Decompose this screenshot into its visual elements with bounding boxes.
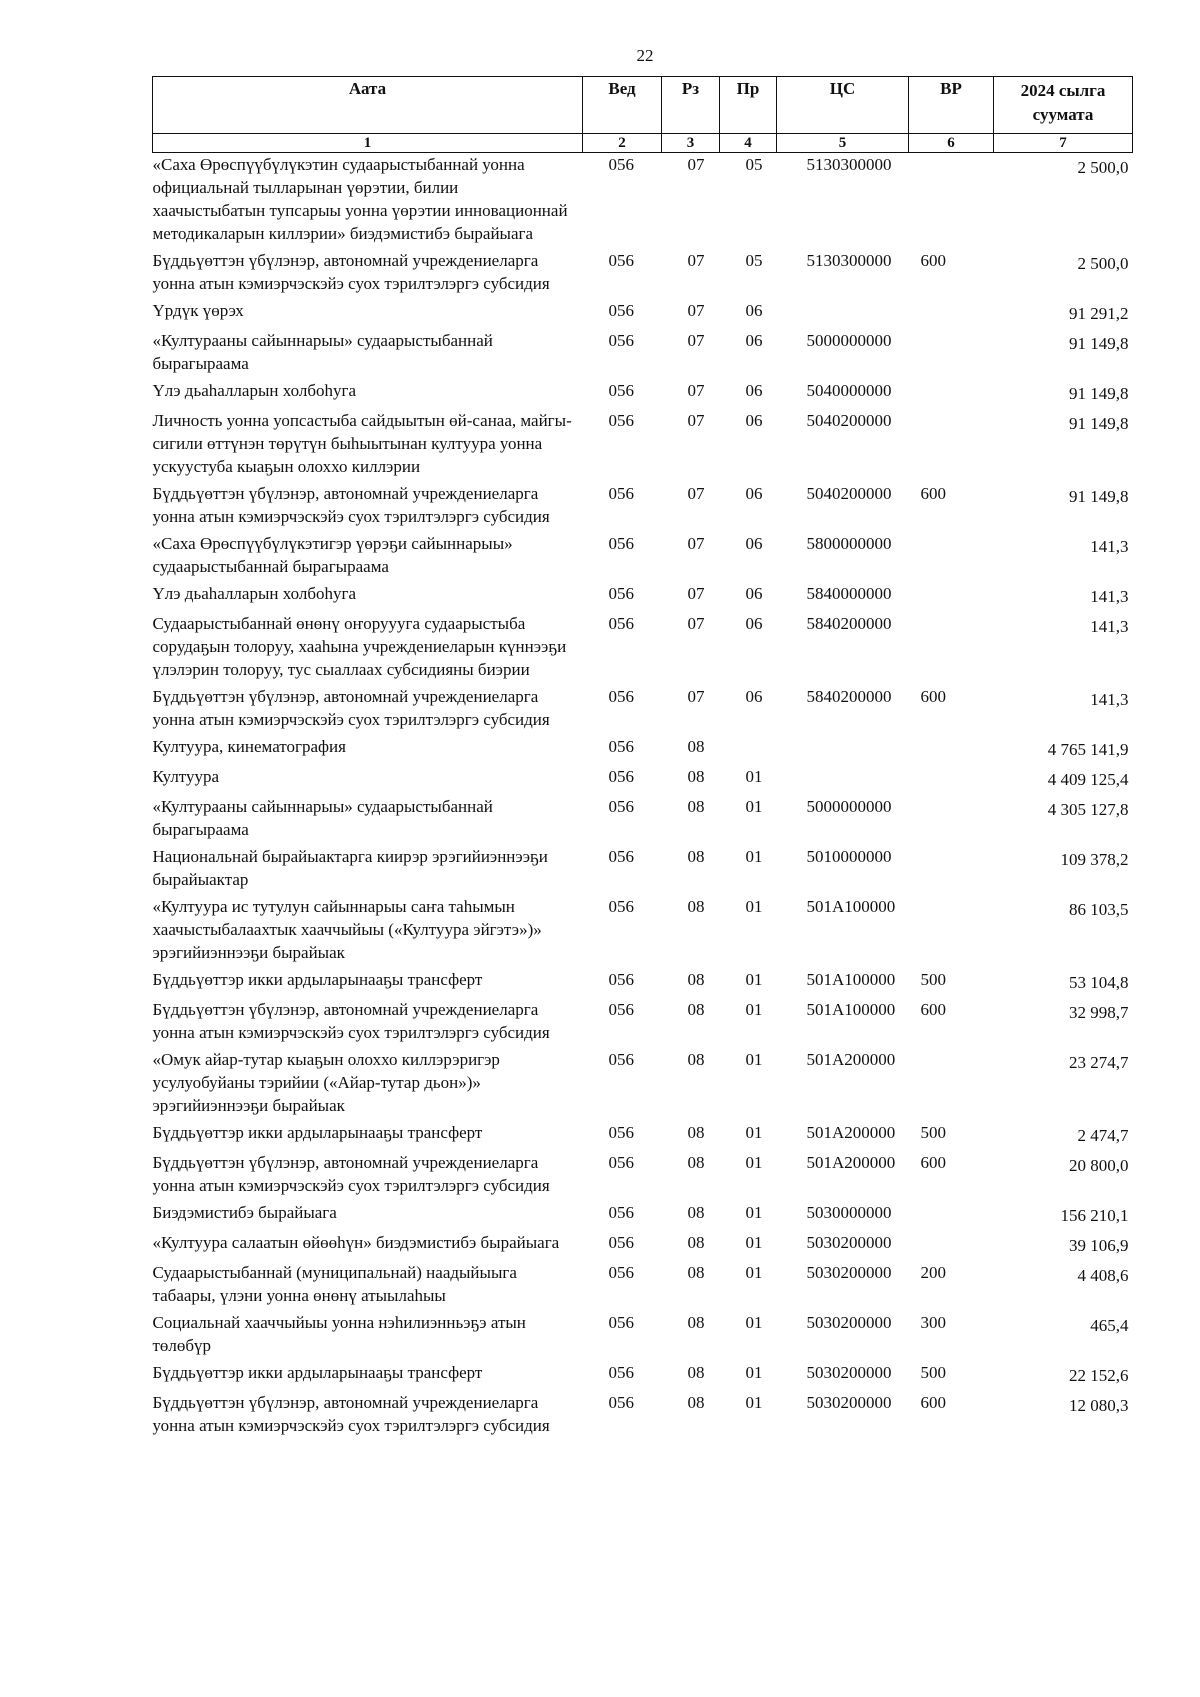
row-rz: 07 (687, 155, 705, 174)
row-sum: 12 080,3 (1069, 1396, 1129, 1415)
row-rz: 08 (687, 897, 705, 916)
row-ved: 056 (608, 1363, 634, 1382)
row-cs: 501А200000 (806, 1123, 896, 1142)
table-row (153, 153, 1133, 250)
row-ved: 056 (608, 797, 634, 816)
row-rz: 07 (687, 614, 705, 633)
row-cs: 5800000000 (806, 534, 892, 553)
row-vr (909, 409, 994, 482)
row-rz: 08 (687, 970, 705, 989)
header-name: Аата (153, 77, 583, 134)
row-pr: 06 (745, 584, 763, 603)
row-sum: 23 274,7 (1069, 1053, 1129, 1072)
row-cs: 501А100000 (806, 897, 896, 916)
row-sum: 20 800,0 (1069, 1156, 1129, 1175)
row-name: Бүддьүөттэн үбүлэнэр, автономнай учреждениеларга уонна атын кэмиэрчэскэйэ суох тэрилтэлэргэ субсидия (152, 484, 550, 526)
row-cs (777, 299, 909, 329)
table-row (153, 685, 1133, 735)
row-vr (909, 153, 994, 250)
row-sum: 2 500,0 (1077, 254, 1129, 273)
column-number: 3 (662, 134, 720, 153)
row-sum: 156 210,1 (1060, 1206, 1129, 1225)
row-pr: 01 (745, 1153, 763, 1172)
row-sum: 2 474,7 (1077, 1126, 1129, 1145)
budget-table (152, 76, 1133, 1441)
row-ved: 056 (608, 970, 634, 989)
row-vr (909, 612, 994, 685)
row-pr: 01 (745, 1233, 763, 1252)
table-row (153, 1121, 1133, 1151)
row-ved: 056 (608, 251, 634, 270)
table-row (153, 299, 1133, 329)
table-row (153, 1311, 1133, 1361)
column-number: 4 (720, 134, 777, 153)
row-vr: 600 (920, 1153, 946, 1172)
row-cs: 5040000000 (806, 381, 892, 400)
column-number: 7 (994, 134, 1133, 153)
row-name: Бүддьүөттэн үбүлэнэр, автономнай учреждениеларга уонна атын кэмиэрчэскэйэ суох тэрилтэлэргэ субсидия (152, 1000, 550, 1042)
row-rz: 07 (687, 331, 705, 350)
row-pr: 01 (745, 1313, 763, 1332)
table-row (153, 329, 1133, 379)
row-pr: 06 (745, 381, 763, 400)
row-rz: 08 (687, 1050, 705, 1069)
row-vr: 600 (920, 251, 946, 270)
table-row (153, 1151, 1133, 1201)
row-sum: 141,3 (1090, 537, 1129, 556)
table-row (153, 1048, 1133, 1121)
table-row (153, 1391, 1133, 1441)
row-cs (777, 735, 909, 765)
row-name: Национальнай бырайыактарга киирэр эрэгийиэннээҕи бырайыактар (152, 847, 548, 889)
row-ved: 056 (608, 614, 634, 633)
row-sum: 91 291,2 (1069, 304, 1129, 323)
row-ved: 056 (608, 847, 634, 866)
row-name: Личность уонна уопсастыба сайдыытын өй-санаа, майгы-сигили өттүнэн төрүтүн быһыытынан култуура уонна ускуустуба кыаҕын олоххо киллэрии (152, 411, 572, 476)
row-name: «Културааны сайыннарыы» судаарыстыбаннай бырагыраама (152, 797, 493, 839)
row-rz: 07 (687, 411, 705, 430)
row-cs: 5010000000 (806, 847, 892, 866)
row-cs: 5030200000 (806, 1233, 892, 1252)
table-row (153, 532, 1133, 582)
row-pr: 01 (745, 1393, 763, 1412)
row-ved: 056 (608, 897, 634, 916)
row-vr: 500 (920, 970, 946, 989)
row-vr: 300 (920, 1313, 946, 1332)
row-sum: 91 149,8 (1069, 487, 1129, 506)
row-name: Бүддьүөттэн үбүлэнэр, автономнай учреждениеларга уонна атын кэмиэрчэскэйэ суох тэрилтэлэргэ субсидия (152, 1153, 550, 1195)
table-body (153, 153, 1133, 1442)
row-cs: 501А200000 (806, 1050, 896, 1069)
table-row (153, 582, 1133, 612)
page-number: 22 (636, 46, 654, 65)
row-ved: 056 (608, 411, 634, 430)
row-sum: 2 500,0 (1077, 158, 1129, 177)
row-sum: 141,3 (1090, 617, 1129, 636)
row-name: Бүддьүөттэн үбүлэнэр, автономнай учреждениеларга уонна атын кэмиэрчэскэйэ суох тэрилтэлэргэ субсидия (152, 251, 550, 293)
row-ved: 056 (608, 1203, 634, 1222)
row-pr: 06 (745, 614, 763, 633)
row-cs: 5130300000 (806, 251, 892, 270)
row-pr: 05 (745, 251, 763, 270)
row-cs: 5030200000 (806, 1393, 892, 1412)
row-cs: 5000000000 (806, 331, 892, 350)
row-sum: 86 103,5 (1069, 900, 1129, 919)
row-rz: 08 (687, 1000, 705, 1019)
row-vr: 500 (920, 1123, 946, 1142)
row-rz: 08 (687, 1393, 705, 1412)
row-pr: 01 (745, 1363, 763, 1382)
table-row (153, 1201, 1133, 1231)
header-sum: 2024 сылга суумата (994, 77, 1133, 134)
row-cs: 5000000000 (806, 797, 892, 816)
header-cs: ЦС (777, 77, 909, 134)
row-pr: 01 (745, 1123, 763, 1142)
row-sum: 39 106,9 (1069, 1236, 1129, 1255)
row-ved: 056 (608, 1233, 634, 1252)
row-name: «Саха Өрөспүүбүлүкэтин судаарыстыбаннай уонна официальнай тылларынан үөрэтии, билии хаачыстыбатын тупсарыы уонна үөрэтии инновационнай методикаларын киллэрии» биэдэмистибэ бырайыага (152, 155, 568, 243)
row-name: Судаарыстыбаннай (муниципальнай) наадыйыыга табаары, үлэни уонна өнөнү атыылаһыы (152, 1263, 517, 1305)
row-cs (777, 765, 909, 795)
row-name: Социальнай хааччыйыы уонна нэһилиэнньэҕэ атын төлөбүр (152, 1313, 526, 1355)
row-rz: 08 (687, 1233, 705, 1252)
row-name: Үрдүк үөрэх (152, 301, 244, 320)
row-name: Култуура, кинематография (152, 737, 346, 756)
row-name: Бүддьүөттэн үбүлэнэр, автономнай учреждениеларга уонна атын кэмиэрчэскэйэ суох тэрилтэлэргэ субсидия (152, 1393, 550, 1435)
row-pr: 06 (745, 411, 763, 430)
row-sum: 109 378,2 (1060, 850, 1129, 869)
row-ved: 056 (608, 1153, 634, 1172)
row-pr (720, 735, 777, 765)
table-row (153, 1261, 1133, 1311)
table-row (153, 895, 1133, 968)
row-vr (909, 1048, 994, 1121)
row-rz: 08 (687, 847, 705, 866)
row-pr: 06 (745, 484, 763, 503)
header-vr: ВР (909, 77, 994, 134)
table-row (153, 612, 1133, 685)
row-vr (909, 895, 994, 968)
row-pr: 01 (745, 847, 763, 866)
row-pr: 01 (745, 1263, 763, 1282)
row-rz: 08 (687, 1313, 705, 1332)
row-vr: 600 (920, 1000, 946, 1019)
row-rz: 08 (687, 1203, 705, 1222)
row-sum: 4 765 141,9 (1047, 740, 1129, 759)
row-rz: 07 (687, 584, 705, 603)
row-name: Үлэ дьаһалларын холбоһуга (152, 381, 357, 400)
row-ved: 056 (608, 767, 634, 786)
row-ved: 056 (608, 484, 634, 503)
row-sum: 32 998,7 (1069, 1003, 1129, 1022)
row-sum: 22 152,6 (1069, 1366, 1129, 1385)
row-rz: 08 (687, 737, 705, 756)
row-vr: 200 (920, 1263, 946, 1282)
row-rz: 07 (687, 687, 705, 706)
row-name: Бүддьүөттэр икки ардыларынааҕы трансферт (152, 1363, 483, 1382)
row-cs: 501А100000 (806, 970, 896, 989)
row-sum: 4 408,6 (1077, 1266, 1129, 1285)
row-name: Биэдэмистибэ бырайыага (152, 1203, 337, 1222)
row-sum: 141,3 (1090, 587, 1129, 606)
row-rz: 07 (687, 381, 705, 400)
row-name: Култуура (152, 767, 220, 786)
row-pr: 05 (745, 155, 763, 174)
row-vr (909, 329, 994, 379)
table-row (153, 845, 1133, 895)
table-header (153, 77, 1133, 153)
row-ved: 056 (608, 301, 634, 320)
row-pr: 01 (745, 1050, 763, 1069)
row-pr: 01 (745, 797, 763, 816)
column-number-row (153, 134, 1133, 153)
row-vr (909, 299, 994, 329)
row-rz: 07 (687, 534, 705, 553)
header-rz: Рз (662, 77, 720, 134)
row-ved: 056 (608, 1313, 634, 1332)
row-pr: 06 (745, 687, 763, 706)
row-rz: 08 (687, 1123, 705, 1142)
row-cs: 5040200000 (806, 411, 892, 430)
table-row (153, 409, 1133, 482)
row-cs: 5130300000 (806, 155, 892, 174)
row-name: Бүддьүөттэн үбүлэнэр, автономнай учреждениеларга уонна атын кэмиэрчэскэйэ суох тэрилтэлэргэ субсидия (152, 687, 550, 729)
table-row (153, 1361, 1133, 1391)
row-ved: 056 (608, 737, 634, 756)
table-row (153, 1231, 1133, 1261)
row-cs: 5040200000 (806, 484, 892, 503)
table-row (153, 379, 1133, 409)
row-sum: 141,3 (1090, 690, 1129, 709)
row-sum: 465,4 (1090, 1316, 1129, 1335)
row-vr: 600 (920, 484, 946, 503)
row-vr: 600 (920, 687, 946, 706)
row-vr (909, 1231, 994, 1261)
table-row (153, 968, 1133, 998)
row-pr: 01 (745, 1203, 763, 1222)
row-vr (909, 582, 994, 612)
row-sum: 53 104,8 (1069, 973, 1129, 992)
row-vr (909, 795, 994, 845)
table-row (153, 998, 1133, 1048)
header-row (153, 77, 1133, 134)
header-pr: Пр (720, 77, 777, 134)
row-cs: 501А200000 (806, 1153, 896, 1172)
row-name: Судаарыстыбаннай өнөнү оҥоруууга судаарыстыба сорудаҕын толоруу, хааһына учреждениеларын күннээҕи үлэлэрин толоруу, тус сыаллаах субсидияны биэрии (152, 614, 567, 679)
row-pr: 06 (745, 331, 763, 350)
row-vr (909, 765, 994, 795)
row-rz: 08 (687, 767, 705, 786)
column-number: 1 (153, 134, 583, 153)
row-cs: 5840200000 (806, 614, 892, 633)
row-cs: 5030200000 (806, 1363, 892, 1382)
row-name: «Саха Өрөспүүбүлүкэтигэр үөрэҕи сайыннарыы» судаарыстыбаннай бырагыраама (152, 534, 513, 576)
row-ved: 056 (608, 1123, 634, 1142)
row-vr (909, 1201, 994, 1231)
row-name: Бүддьүөттэр икки ардыларынааҕы трансферт (152, 970, 483, 989)
row-name: «Култуура салаатын өйөөһүн» биэдэмистибэ бырайыага (152, 1233, 560, 1252)
row-rz: 08 (687, 1153, 705, 1172)
row-cs: 5840200000 (806, 687, 892, 706)
row-name: «Културааны сайыннарыы» судаарыстыбаннай бырагыраама (152, 331, 493, 373)
row-vr (909, 532, 994, 582)
row-ved: 056 (608, 1050, 634, 1069)
row-vr (909, 735, 994, 765)
row-vr: 600 (920, 1393, 946, 1412)
row-ved: 056 (608, 155, 634, 174)
row-pr: 06 (745, 301, 763, 320)
row-cs: 5030200000 (806, 1263, 892, 1282)
row-ved: 056 (608, 534, 634, 553)
table-row (153, 765, 1133, 795)
table-row (153, 482, 1133, 532)
row-cs: 501А100000 (806, 1000, 896, 1019)
row-pr: 06 (745, 534, 763, 553)
row-rz: 08 (687, 797, 705, 816)
row-rz: 07 (687, 251, 705, 270)
row-vr (909, 379, 994, 409)
column-number: 6 (909, 134, 994, 153)
row-pr: 01 (745, 970, 763, 989)
row-ved: 056 (608, 1000, 634, 1019)
row-name: «Култуура ис тутулун сайыннарыы саҥа таһымын хаачыстыбалаахтык хааччыйыы («Култуура эйгэтэ»)» эрэгийиэннээҕи бырайыак (152, 897, 542, 962)
row-ved: 056 (608, 381, 634, 400)
row-ved: 056 (608, 584, 634, 603)
row-name: «Омук айар-тутар кыаҕын олоххо киллэрэригэр усулуобуйаны тэрийии («Айар-тутар дьон»)» эрэгийиэннээҕи бырайыак (152, 1050, 500, 1115)
row-rz: 08 (687, 1263, 705, 1282)
row-ved: 056 (608, 1263, 634, 1282)
row-cs: 5030200000 (806, 1313, 892, 1332)
table-row (153, 249, 1133, 299)
row-sum: 91 149,8 (1069, 414, 1129, 433)
row-ved: 056 (608, 687, 634, 706)
row-name: Бүддьүөттэр икки ардыларынааҕы трансферт (152, 1123, 483, 1142)
row-rz: 07 (687, 484, 705, 503)
row-rz: 08 (687, 1363, 705, 1382)
header-ved: Вед (583, 77, 662, 134)
row-cs: 5840000000 (806, 584, 892, 603)
row-name: Үлэ дьаһалларын холбоһуга (152, 584, 357, 603)
row-ved: 056 (608, 1393, 634, 1412)
row-pr: 01 (745, 1000, 763, 1019)
row-ved: 056 (608, 331, 634, 350)
row-cs: 5030000000 (806, 1203, 892, 1222)
table-row (153, 735, 1133, 765)
row-pr: 01 (745, 767, 763, 786)
table-row (153, 795, 1133, 845)
row-sum: 4 305 127,8 (1047, 800, 1129, 819)
row-sum: 91 149,8 (1069, 384, 1129, 403)
column-number: 5 (777, 134, 909, 153)
column-number: 2 (583, 134, 662, 153)
row-rz: 07 (687, 301, 705, 320)
row-sum: 91 149,8 (1069, 334, 1129, 353)
row-vr (909, 845, 994, 895)
row-pr: 01 (745, 897, 763, 916)
row-vr: 500 (920, 1363, 946, 1382)
row-sum: 4 409 125,4 (1047, 770, 1129, 789)
